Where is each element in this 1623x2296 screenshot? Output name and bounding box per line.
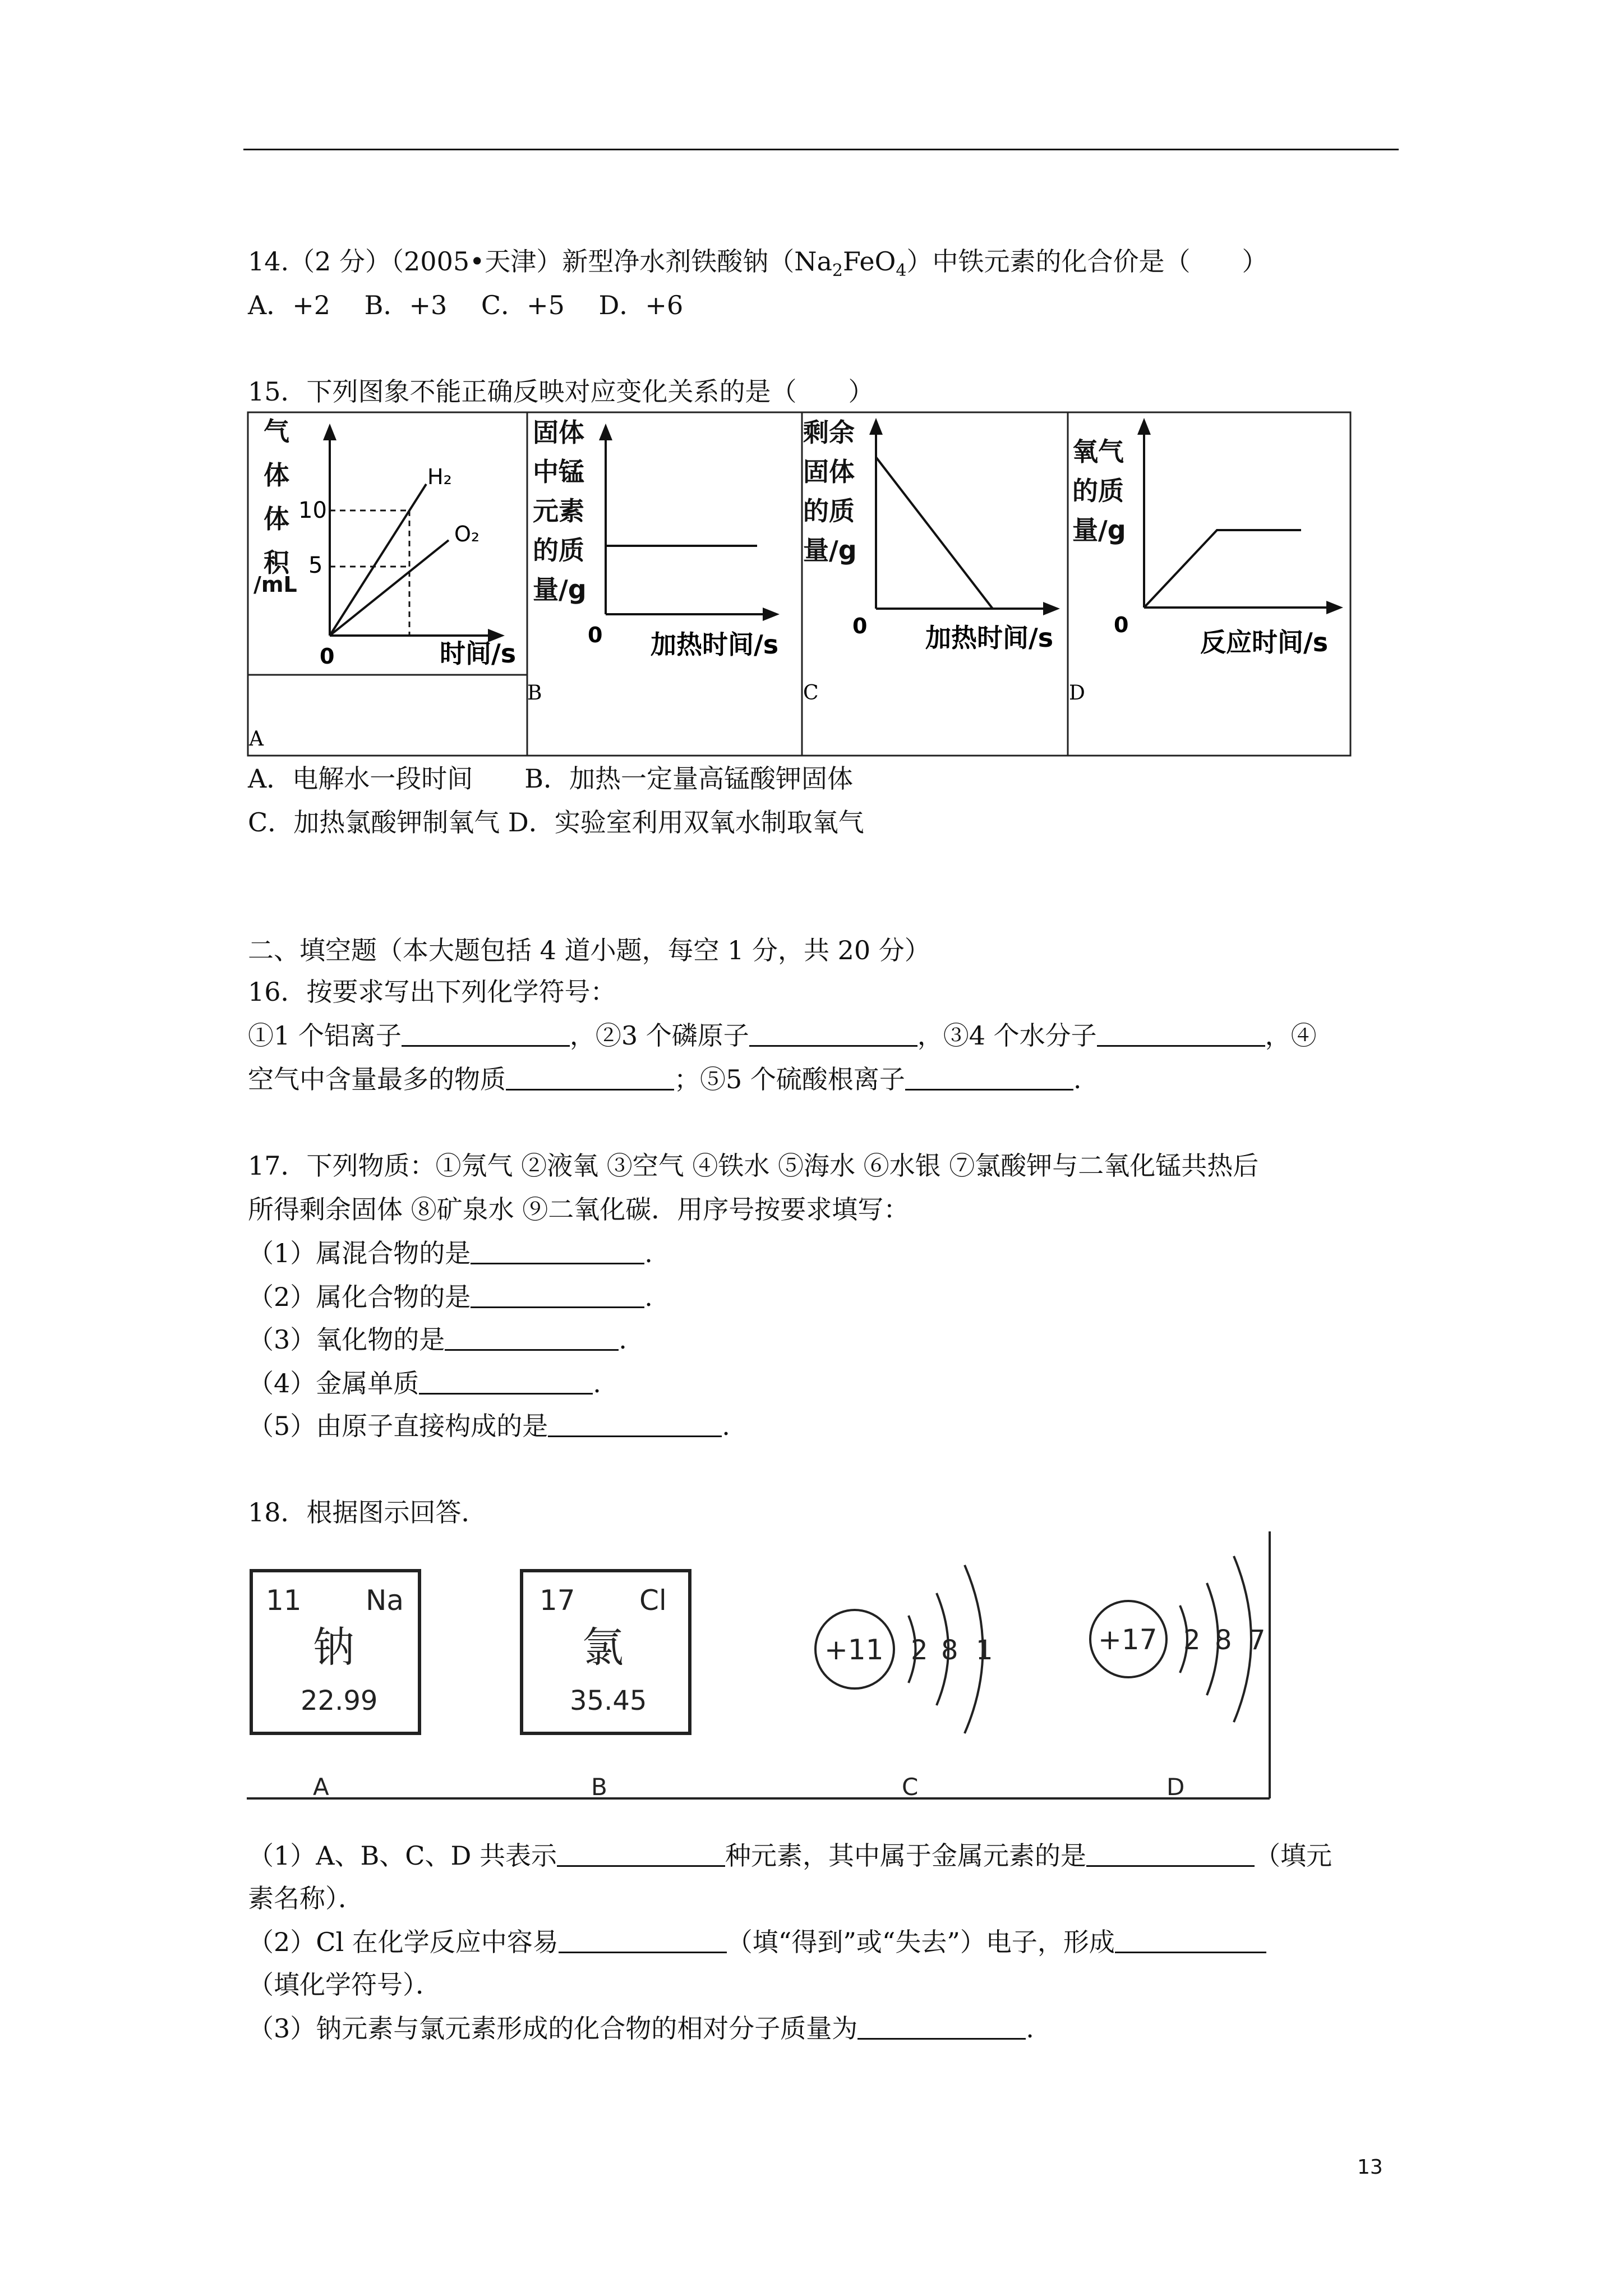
answer-blank[interactable] [548,1411,722,1437]
graph-c-ylabel: 的质 [803,496,855,526]
header-rule [243,149,1399,150]
atom-d-shell: 7 [1248,1625,1266,1656]
question-18-sub1-line1: （1）A、B、C、D 共表示 种元素，其中属于金属元素的是 （填元 [248,1841,1332,1871]
answer-blank[interactable] [419,1368,593,1395]
question-16-stem: 16．按要求写出下列化学符号： [248,977,616,1007]
figure-label-b: B [591,1773,607,1801]
graph-c-ylabel: 量/g [803,535,857,565]
question-17-line2: 所得剩余固体 ⑧矿泉水 ⑨二氧化碳．用序号按要求填写： [248,1194,910,1225]
graph-c-ylabel: 固体 [803,457,855,487]
graph-c-origin: 0 [852,614,868,638]
graph-d-origin: 0 [1114,613,1129,637]
page-number: 13 [1357,2156,1383,2179]
graph-b-xlabel: 加热时间/s [651,629,779,660]
question-17-item: （3）氧化物的是 . [248,1324,627,1355]
graph-a [248,416,516,751]
graph-a-ylabel: 体 [264,504,289,534]
atom-d-nucleus: +17 [1098,1623,1158,1656]
answer-blank[interactable] [559,1927,727,1953]
section-2-header: 二、填空题（本大题包括 4 道小题，每空 1 分，共 20 分） [248,935,930,965]
atom-c-nucleus: +11 [824,1634,884,1666]
question-18-sub2-line1: （2）Cl 在化学反应中容易 （填“得到”或“失去”）电子，形成 [248,1925,1266,1959]
question-18-sub1-line2: 素名称）． [248,1883,364,1913]
question-17-item: （5）由原子直接构成的是 . [248,1411,730,1441]
element-card-cl-number: 17 [540,1584,575,1617]
answer-blank[interactable] [857,2013,1026,2040]
atom-c-shell: 1 [976,1635,993,1666]
atom-c-shell: 8 [941,1635,958,1666]
question-18-sub2-line2: （填化学符号）． [248,1970,441,2000]
graph-a-letter: A [249,728,264,751]
graph-c-xlabel: 加热时间/s [925,623,1054,653]
graph-d-ylabel: 氧气 [1072,436,1124,467]
atom-d-shell: 8 [1215,1625,1232,1656]
atom-structure-c [815,1565,993,1733]
question-15-options-line2: C．加热氯酸钾制氧气 D．实验室利用双氧水制取氧气 [248,807,864,838]
element-card-na-symbol: Na [366,1584,404,1617]
element-card-cl-mass: 35.45 [570,1685,647,1717]
figure-label-c: C [902,1773,919,1801]
figure-label-d: D [1166,1773,1185,1801]
answer-blank[interactable] [1115,1927,1266,1953]
question-15-options-line1: A．电解水一段时间 B．加热一定量高锰酸钾固体 [248,763,854,794]
graph-a-tick-10: 10 [298,498,327,523]
answer-blank[interactable] [1086,1841,1255,1867]
graph-d-ylabel: 的质 [1072,476,1124,506]
answer-blank[interactable] [445,1324,619,1351]
graph-a-series-h2: H₂ [427,464,452,489]
element-card-cl-symbol: Cl [639,1584,667,1617]
graph-b-ylabel: 固体 [533,417,584,448]
answer-blank[interactable] [749,1020,917,1047]
question-17-item: （4）金属单质 . [248,1368,601,1398]
question-18-figure [247,1531,1279,1806]
graph-a-origin: 0 [320,644,335,669]
answer-blank[interactable] [557,1841,725,1867]
answer-blank[interactable] [471,1282,644,1308]
graph-d-xlabel: 反应时间/s [1200,627,1329,657]
graph-b-ylabel: 元素 [533,496,584,526]
answer-blank[interactable] [1097,1020,1265,1047]
element-card-na-mass: 22.99 [301,1685,378,1717]
question-16-line2: 空气中含量最多的物质 ；⑤5 个硫酸根离子 . [248,1064,1082,1094]
answer-blank[interactable] [402,1020,570,1047]
graph-b-letter: B [527,682,542,705]
graph-d-letter: D [1069,682,1085,705]
graph-c-letter: C [803,682,819,705]
graph-c-ylabel: 剩余 [803,417,855,448]
graph-d [1069,418,1343,705]
graph-a-series-o2: O₂ [454,522,480,546]
graph-a-xlabel: 时间/s [440,638,517,669]
question-16-line1: ①1 个铝离子 ，②3 个磷原子 ，③4 个水分子 ，④ [248,1020,1317,1051]
graph-a-ylabel: 气 [264,416,289,447]
graph-b-ylabel: 量/g [533,574,587,605]
element-card-cl-name: 氯 [582,1623,624,1672]
question-14-stem: 14.（2 分）（2005•天津）新型净水剂铁酸钠$(Na_2FeO_4)$中铁元素的化合价是（ ） [248,246,1268,280]
atom-structure-d [1090,1556,1266,1722]
graph-c [803,417,1060,705]
question-14-options: A．+2 B．+3 C．+5 D．+6 [248,290,684,320]
answer-blank[interactable] [471,1238,644,1264]
question-17-item: （2）属化合物的是 . [248,1282,653,1312]
element-card-na-name: 钠 [313,1623,354,1672]
question-18-sub3: （3）钠元素与氯元素形成的化合物的相对分子质量为 . [248,2013,1034,2044]
atom-c-shell: 2 [911,1635,928,1666]
element-card-na-number: 11 [266,1584,302,1617]
question-17-line1: 17．下列物质：①氖气 ②液氧 ③空气 ④铁水 ⑤海水 ⑥水银 ⑦氯酸钾与二氧化锰共热后 [248,1151,1259,1181]
graph-b-ylabel: 的质 [533,535,584,565]
answer-blank[interactable] [506,1064,674,1091]
figure-label-a: A [313,1773,329,1801]
question-15-graphs [247,411,1353,759]
graph-a-ylabel: 积 [264,547,289,578]
graph-a-tick-5: 5 [308,553,323,578]
graph-a-ylabel: 体 [264,460,289,490]
atom-d-shell: 2 [1183,1625,1201,1656]
graph-b-origin: 0 [588,623,603,647]
graph-d-ylabel: 量/g [1072,515,1126,545]
question-15-stem: 15．下列图象不能正确反映对应变化关系的是（ ） [248,376,874,407]
graph-b-ylabel: 中锰 [533,457,584,487]
graph-b [527,417,780,705]
question-17-item: （1）属混合物的是 . [248,1238,653,1268]
graph-a-ylabel: /mL [253,572,297,597]
answer-blank[interactable] [905,1064,1073,1091]
question-18-stem: 18．根据图示回答． [248,1497,487,1527]
